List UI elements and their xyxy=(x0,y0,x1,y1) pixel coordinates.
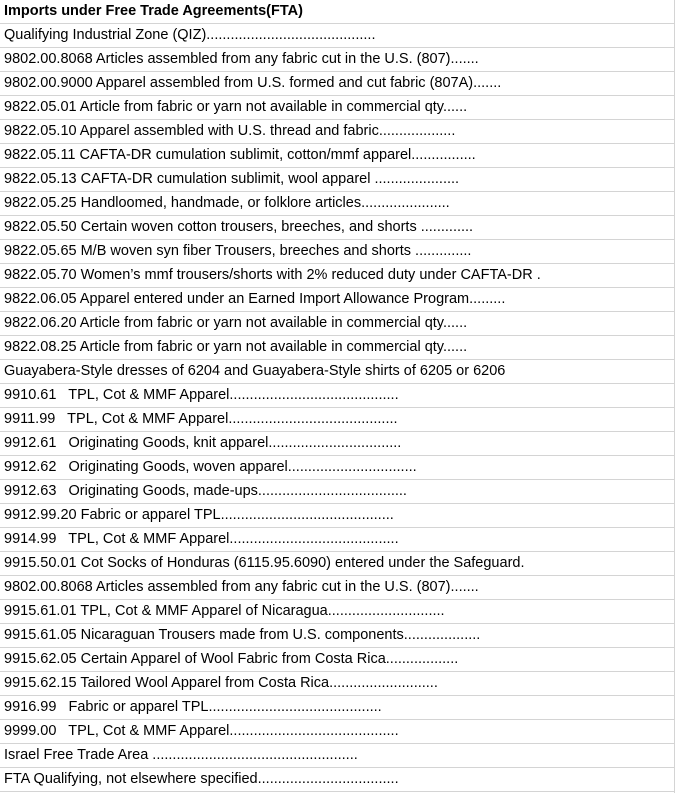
cell-row-1[interactable]: Qualifying Industrial Zone (QIZ).......................................... xyxy=(0,24,675,48)
cell-row-29[interactable]: 9916.99 Fabric or apparel TPL........................................... xyxy=(0,696,675,720)
cell-row-5[interactable]: 9822.05.10 Apparel assembled with U.S. thread and fabric................... xyxy=(0,120,675,144)
cell-row-14[interactable]: 9822.08.25 Article from fabric or yarn not available in commercial qty...... xyxy=(0,336,675,360)
cell-row-12[interactable]: 9822.06.05 Apparel entered under an Earned Import Allowance Program......... xyxy=(0,288,675,312)
cell-row-18[interactable]: 9912.61 Originating Goods, knit apparel................................. xyxy=(0,432,675,456)
cell-row-24[interactable]: 9802.00.8068 Articles assembled from any fabric cut in the U.S. (807)....... xyxy=(0,576,675,600)
header-cell[interactable]: Imports under Free Trade Agreements(FTA) xyxy=(0,0,675,24)
cell-row-31[interactable]: Israel Free Trade Area ................................................... xyxy=(0,744,675,768)
cell-row-28[interactable]: 9915.62.15 Tailored Wool Apparel from Costa Rica........................... xyxy=(0,672,675,696)
cell-row-7[interactable]: 9822.05.13 CAFTA-DR cumulation sublimit, wool apparel ..................... xyxy=(0,168,675,192)
cell-row-11[interactable]: 9822.05.70 Women’s mmf trousers/shorts with 2% reduced duty under CAFTA-DR . xyxy=(0,264,675,288)
cell-row-16[interactable]: 9910.61 TPL, Cot & MMF Apparel.......................................... xyxy=(0,384,675,408)
cell-row-21[interactable]: 9912.99.20 Fabric or apparel TPL........................................... xyxy=(0,504,675,528)
cell-row-19[interactable]: 9912.62 Originating Goods, woven apparel................................ xyxy=(0,456,675,480)
cell-row-20[interactable]: 9912.63 Originating Goods, made-ups..................................... xyxy=(0,480,675,504)
cell-row-15[interactable]: Guayabera-Style dresses of 6204 and Guayabera-Style shirts of 6205 or 6206 xyxy=(0,360,675,384)
cell-row-6[interactable]: 9822.05.11 CAFTA-DR cumulation sublimit, cotton/mmf apparel................ xyxy=(0,144,675,168)
cell-row-17[interactable]: 9911.99 TPL, Cot & MMF Apparel.......................................... xyxy=(0,408,675,432)
cell-row-22[interactable]: 9914.99 TPL, Cot & MMF Apparel.......................................... xyxy=(0,528,675,552)
cell-row-9[interactable]: 9822.05.50 Certain woven cotton trousers, breeches, and shorts ............. xyxy=(0,216,675,240)
cell-row-4[interactable]: 9822.05.01 Article from fabric or yarn not available in commercial qty...... xyxy=(0,96,675,120)
cell-row-32[interactable]: FTA Qualifying, not elsewhere specified................................... xyxy=(0,768,675,792)
cell-row-27[interactable]: 9915.62.05 Certain Apparel of Wool Fabric from Costa Rica.................. xyxy=(0,648,675,672)
cell-row-26[interactable]: 9915.61.05 Nicaraguan Trousers made from U.S. components................... xyxy=(0,624,675,648)
cell-row-23[interactable]: 9915.50.01 Cot Socks of Honduras (6115.95.6090) entered under the Safeguard. xyxy=(0,552,675,576)
cell-row-2[interactable]: 9802.00.8068 Articles assembled from any fabric cut in the U.S. (807)....... xyxy=(0,48,675,72)
cell-row-25[interactable]: 9915.61.01 TPL, Cot & MMF Apparel of Nicaragua............................. xyxy=(0,600,675,624)
cell-row-13[interactable]: 9822.06.20 Article from fabric or yarn not available in commercial qty...... xyxy=(0,312,675,336)
cell-row-8[interactable]: 9822.05.25 Handloomed, handmade, or folklore articles...................... xyxy=(0,192,675,216)
cell-row-3[interactable]: 9802.00.9000 Apparel assembled from U.S. formed and cut fabric (807A)....... xyxy=(0,72,675,96)
cell-row-10[interactable]: 9822.05.65 M/B woven syn fiber Trousers, breeches and shorts .............. xyxy=(0,240,675,264)
cell-row-30[interactable]: 9999.00 TPL, Cot & MMF Apparel.......................................... xyxy=(0,720,675,744)
